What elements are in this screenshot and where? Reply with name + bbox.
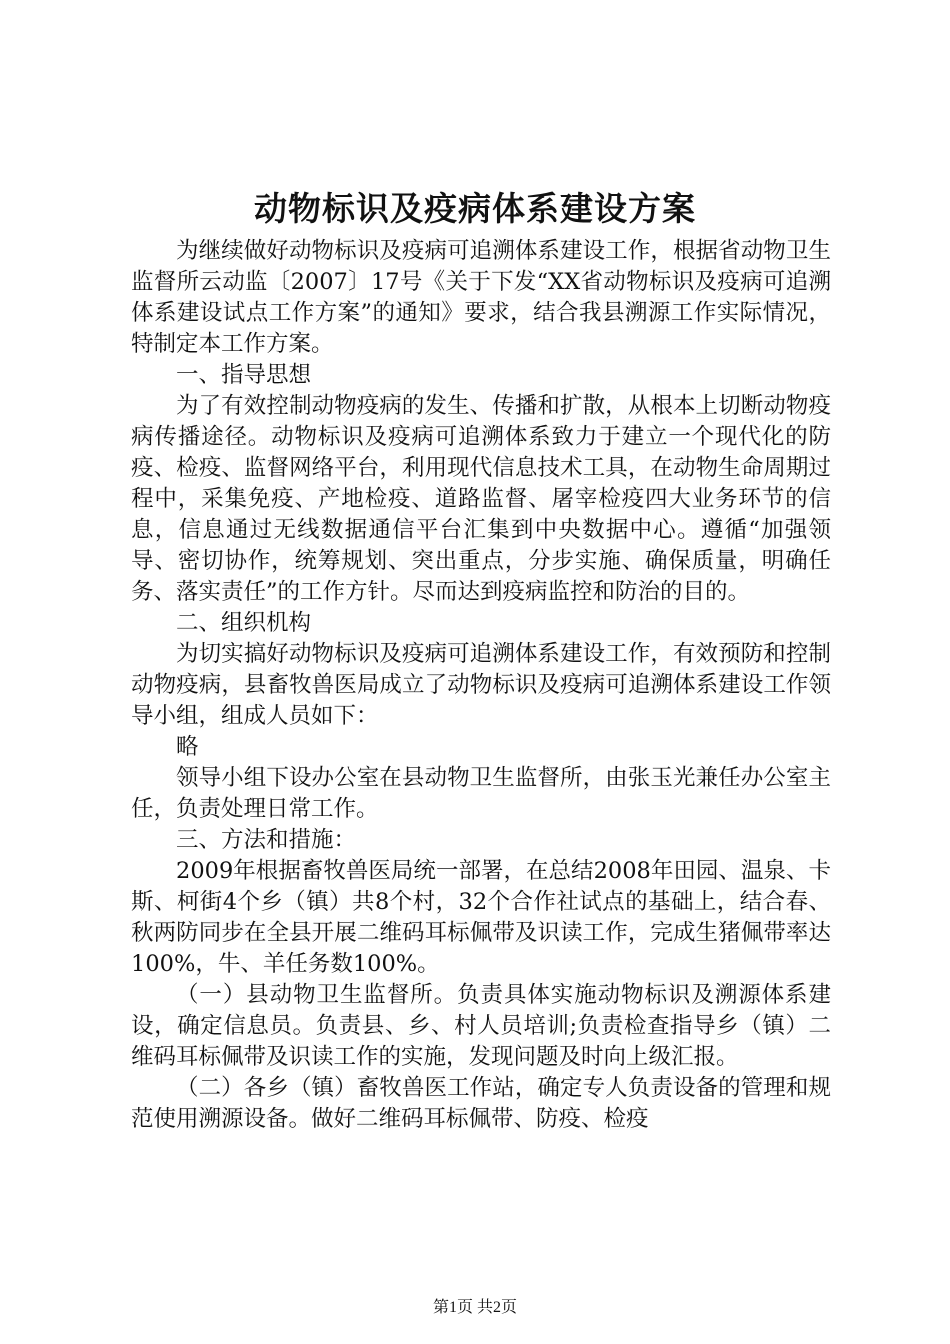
- members-omitted-line: 略: [176, 734, 199, 760]
- office-paragraph: 领导小组下设办公室在县动物卫生监督所，由张玉光兼任办公室主任，负责处理日常工作。: [131, 765, 831, 822]
- item-one-paragraph: （一）县动物卫生监督所。负责具体实施动物标识及溯源体系建设，确定信息员。负责县、乡、村人员培训;负责检查指导乡（镇）二维码耳标佩带及识读工作的实施，发现问题及时向上级汇报。: [131, 982, 831, 1070]
- intro-paragraph: 为继续做好动物标识及疫病可追溯体系建设工作，根据省动物卫生监督所云动监〔2007〕17号《关于下发“XX省动物标识及疫病可追溯体系建设试点工作方案”的通知》要求，结合我县溯源工作实际情况，特制定本工作方案。: [131, 238, 831, 357]
- document-body: [131, 236, 831, 1135]
- section-heading-methods: 三、方法和措施：: [176, 827, 357, 853]
- organization-paragraph: 为切实搞好动物标识及疫病可追溯体系建设工作，有效预防和控制动物疫病，县畜牧兽医局成立了动物标识及疫病可追溯体系建设工作领导小组，组成人员如下：: [131, 641, 831, 729]
- page-footer: 第1页 共2页: [432, 1299, 517, 1316]
- item-two-paragraph: （二）各乡（镇）畜牧兽医工作站，确定专人负责设备的管理和规范使用溯源设备。做好二维码耳标佩带、防疫、检疫: [131, 1075, 831, 1132]
- document-title: 动物标识及疫病体系建设方案: [254, 189, 696, 228]
- section-heading-guiding-ideology: 一、指导思想: [176, 362, 312, 388]
- methods-paragraph: 2009年根据畜牧兽医局统一部署，在总结2008年田园、温泉、卡斯、柯街4个乡（镇）共8个村，32个合作社试点的基础上，结合春、秋两防同步在全县开展二维码耳标佩带及识读工作，完成生猪佩带率达100%，牛、羊任务数100%。: [131, 858, 831, 977]
- section-heading-organization: 二、组织机构: [176, 610, 312, 636]
- guiding-ideology-paragraph: 为了有效控制动物疫病的发生、传播和扩散，从根本上切断动物疫病传播途径。动物标识及疫病可追溯体系致力于建立一个现代化的防疫、检疫、监督网络平台，利用现代信息技术工具，在动物生命周期过程中，采集免疫、产地检疫、道路监督、屠宰检疫四大业务环节的信息，信息通过无线数据通信平台汇集到中央数据中心。遵循“加强领导、密切协作，统筹规划、突出重点，分步实施、确保质量，明确任务、落实责任”的工作方针。尽而达到疫病监控和防治的目的。: [131, 393, 831, 605]
